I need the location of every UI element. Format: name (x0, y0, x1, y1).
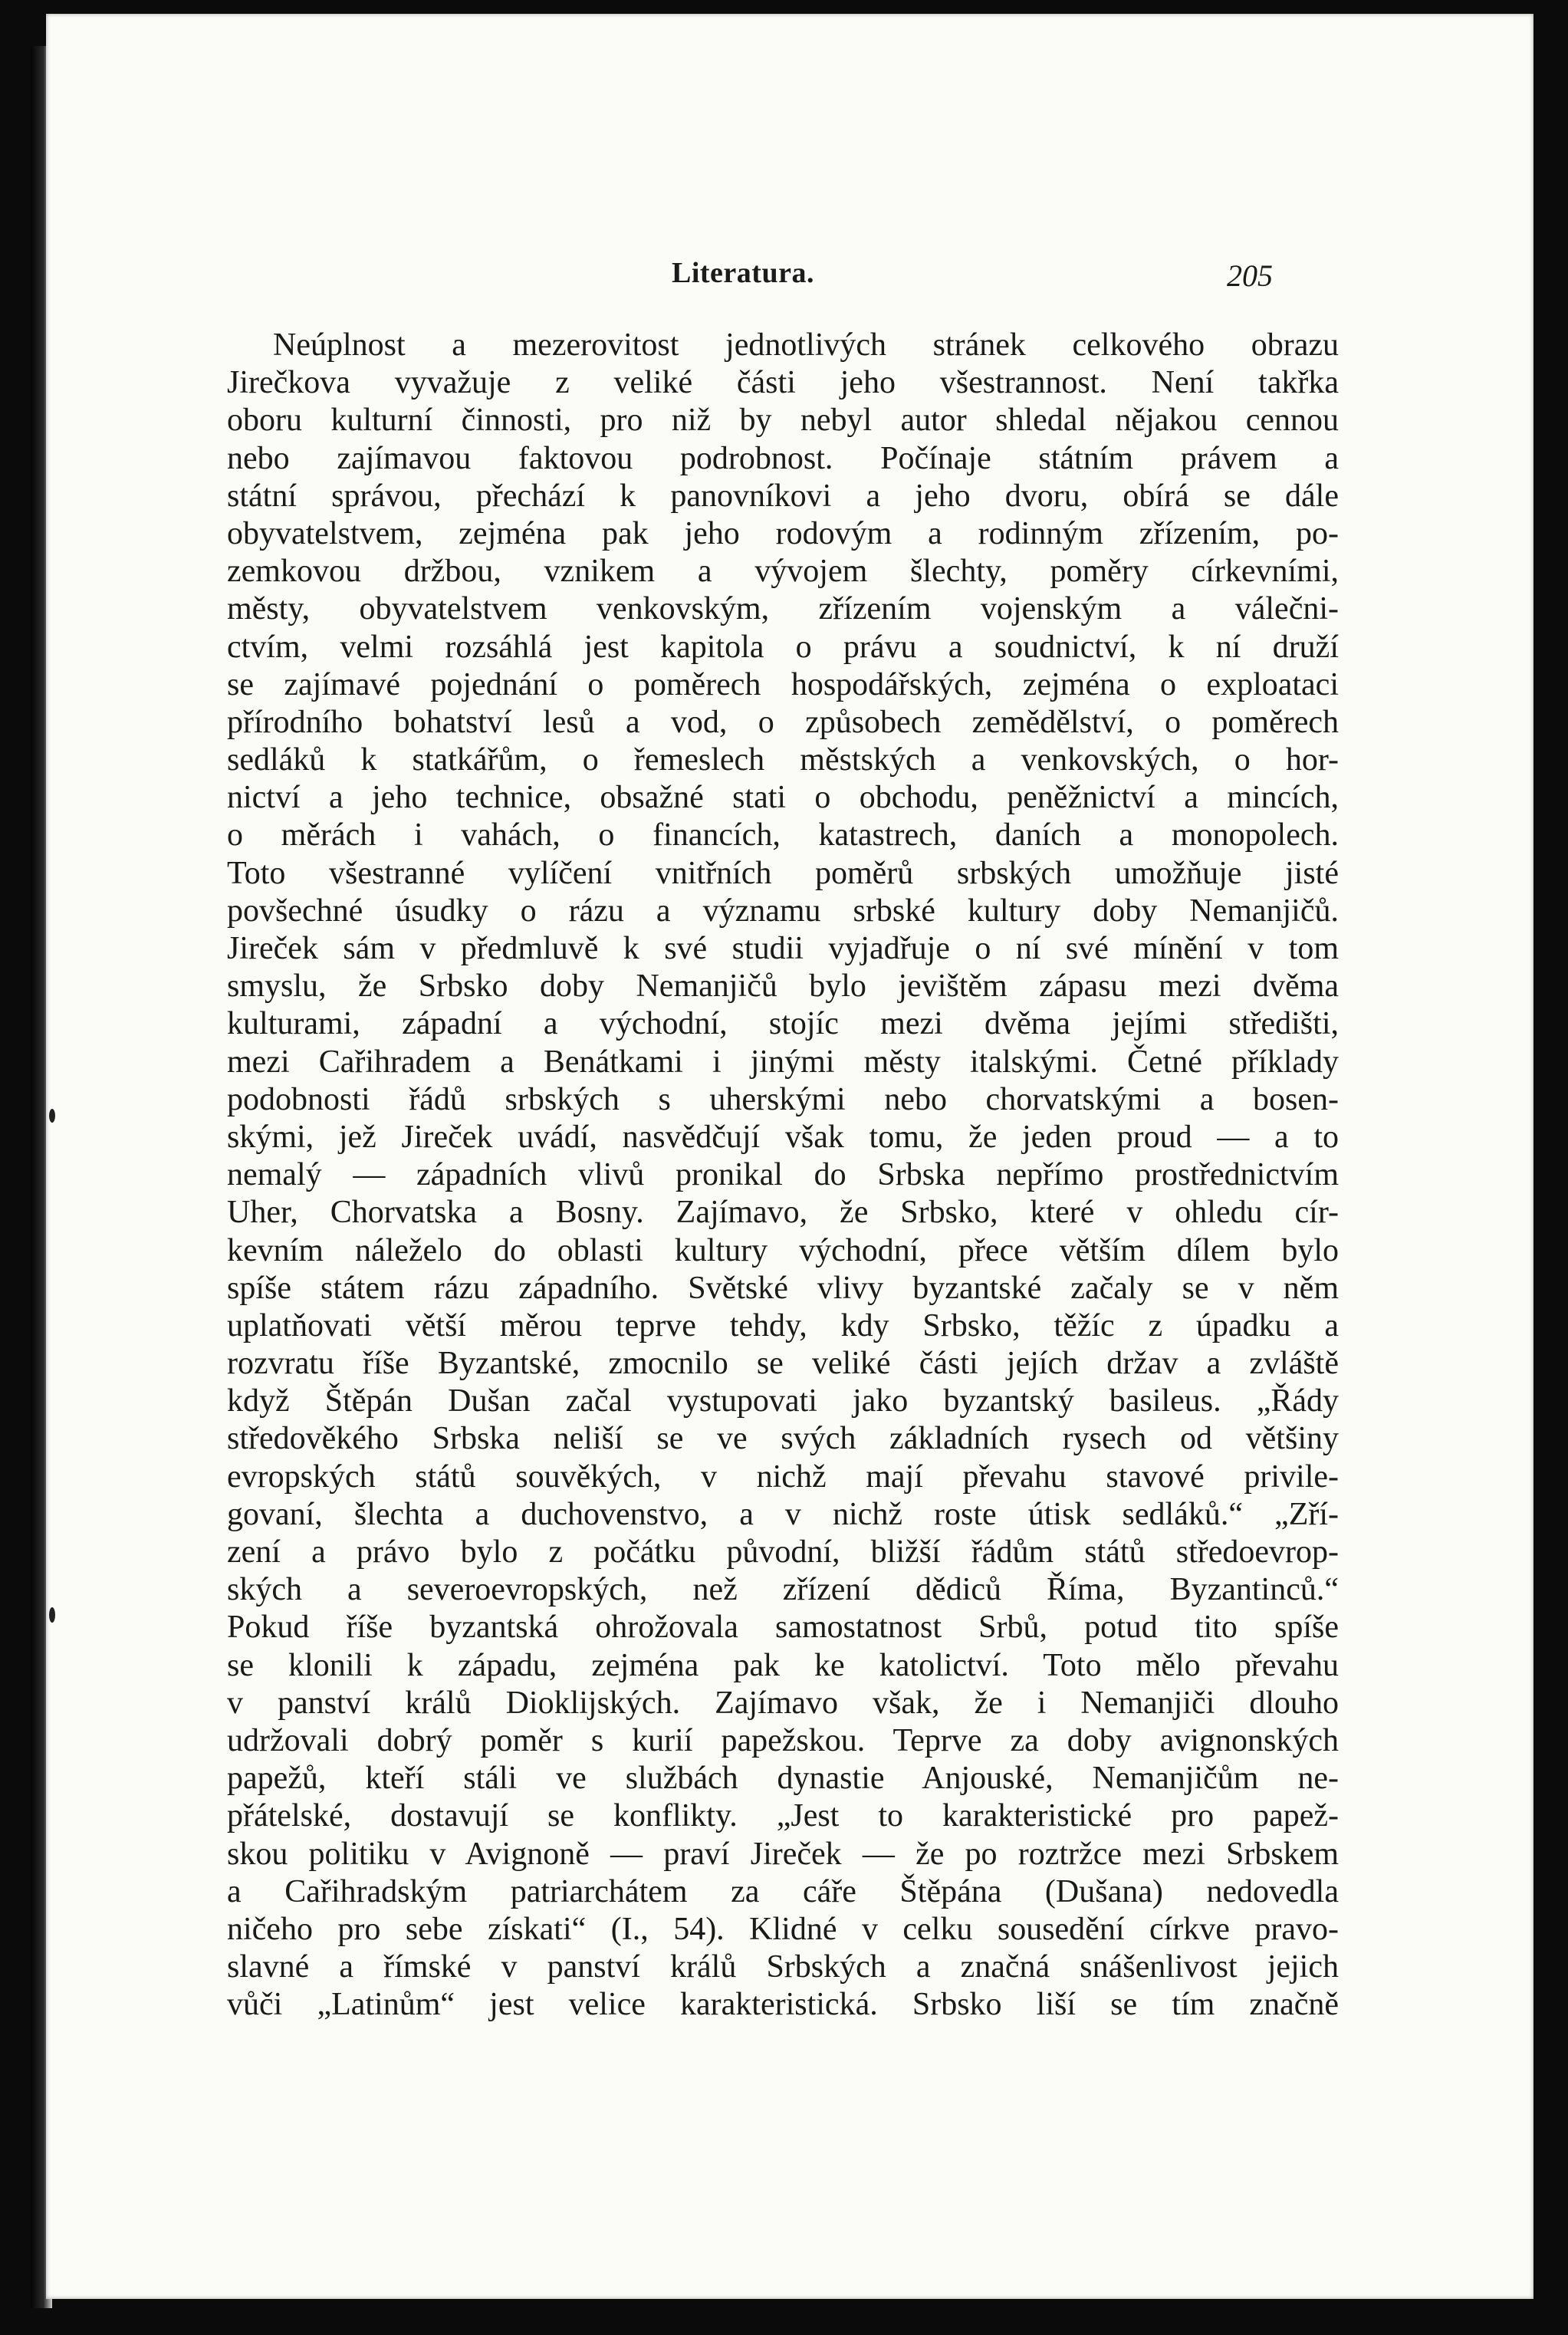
text-line: Jireček sám v předmluvě k své studii vyjadřuje o ní své mínění v tom (227, 931, 1339, 966)
text-line: Pokud říše byzantská ohrožovala samostatnost Srbů, potud tito spíše (227, 1610, 1339, 1646)
text-line: kulturami, západní a východní, stojíc mezi dvěma jejími středišti, (227, 1006, 1339, 1042)
text-line: přátelské, dostavují se konflikty. „Jest to karakteristické pro papež- (227, 1798, 1339, 1834)
text-line: papežů, kteří stáli ve službách dynastie Anjouské, Nemanjičům ne- (227, 1761, 1339, 1797)
text-line: udržovali dobrý poměr s kurií papežskou. Teprve za doby avignonských (227, 1722, 1339, 1758)
text-line: slavné a římské v panství králů Srbských a značná snášenlivost jejich (227, 1949, 1339, 1985)
text-line: a Cařihradským patriarchátem za cáře Štěpána (Dušana) nedovedla (227, 1873, 1339, 1909)
text-line: uplatňovati větší měrou teprve tehdy, kdy Srbsko, těžíc z úpadku a (227, 1307, 1339, 1343)
text-line: v panství králů Dioklijských. Zajímavo však, že i Nemanjiči dlouho (227, 1685, 1339, 1721)
text-line: zení a právo bylo z počátku původní, bližší řádům států středoevrop- (227, 1534, 1339, 1570)
text-line: městy, obyvatelstvem venkovským, zřízením vojenským a válečni- (227, 591, 1339, 627)
text-line: ských a severoevropských, než zřízení dědiců Říma, Byzantinců.“ (227, 1572, 1339, 1608)
text-line: Jirečkova vyvažuje z veliké části jeho všestrannost. Není takřka (227, 365, 1339, 401)
text-line: Uher, Chorvatska a Bosny. Zajímavo, že Srbsko, které v ohledu cír- (227, 1195, 1339, 1231)
text-line: oboru kulturní činnosti, pro niž by nebyl autor shledal nějakou cennou (227, 403, 1339, 439)
text-line: nemalý — západních vlivů pronikal do Srbska nepřímo prostřednictvím (227, 1157, 1339, 1193)
scan-speck (49, 1607, 55, 1623)
text-line: govaní, šlechta a duchovenstvo, a v nichž roste útisk sedláků.“ „Zří- (227, 1496, 1339, 1532)
text-line: rozvratu říše Byzantské, zmocnilo se veliké části jejích držav a zvláště (227, 1346, 1339, 1382)
text-line: přírodního bohatství lesů a vod, o způsobech zemědělství, o poměrech (227, 704, 1339, 740)
text-line: kevním náleželo do oblasti kultury východní, přece větším dílem bylo (227, 1232, 1339, 1268)
text-line: vůči „Latinům“ jest velice karakteristická. Srbsko liší se tím značně (227, 1987, 1339, 2023)
text-line: evropských států souvěkých, v nichž mají převahu stavové privile- (227, 1459, 1339, 1495)
text-line: se zajímavé pojednání o poměrech hospodářských, zejména o exploataci (227, 666, 1339, 702)
page-number: 205 (1227, 258, 1273, 293)
text-line: Neúplnost a mezerovitost jednotlivých stránek celkového obrazu (273, 327, 1339, 363)
text-line: obyvatelstvem, zejména pak jeho rodovým a rodinným zřízením, po- (227, 515, 1339, 551)
text-line: sedláků k statkářům, o řemeslech městských a venkovských, o hor- (227, 742, 1339, 778)
running-head (46, 256, 1533, 302)
text-line: Toto všestranné vylíčení vnitřních poměrů srbských umožňuje jisté (227, 855, 1339, 891)
text-line: se klonili k západu, zejména pak ke katolictví. Toto mělo převahu (227, 1647, 1339, 1683)
text-line: ničeho pro sebe získati“ (I., 54). Klidné v celku sousedění církve pravo- (227, 1911, 1339, 1947)
text-line: smyslu, že Srbsko doby Nemanjičů bylo jevištěm zápasu mezi dvěma (227, 969, 1339, 1005)
running-title: Literatura. (672, 257, 814, 289)
text-line: podobnosti řádů srbských s uherskými nebo chorvatskými a bosen- (227, 1081, 1339, 1117)
text-line: nictví a jeho technice, obsažné stati o obchodu, peněžnictví a mincích, (227, 780, 1339, 816)
text-line: o měrách i vahách, o financích, katastrech, daních a monopolech. (227, 817, 1339, 853)
text-line: povšechné úsudky o rázu a významu srbské kultury doby Nemanjičů. (227, 893, 1339, 929)
text-line: nebo zajímavou faktovou podrobnost. Počínaje státním právem a (227, 440, 1339, 476)
body-paragraph (227, 327, 1339, 2024)
text-line: skými, jež Jireček uvádí, nasvědčují však tomu, že jeden proud — a to (227, 1119, 1339, 1155)
text-line: když Štěpán Dušan začal vystupovati jako byzantský basileus. „Řády (227, 1383, 1339, 1419)
text-line: mezi Cařihradem a Benátkami i jinými městy italskými. Četné příklady (227, 1044, 1339, 1080)
text-line: ctvím, velmi rozsáhlá jest kapitola o právu a soudnictví, k ní druží (227, 629, 1339, 665)
text-line: zemkovou držbou, vznikem a vývojem šlechty, poměry církevními, (227, 554, 1339, 590)
text-line: středověkého Srbska neliší se ve svých základních rysech od většiny (227, 1421, 1339, 1457)
text-line: státní správou, přechází k panovníkovi a jeho dvoru, obírá se dále (227, 478, 1339, 514)
book-page (46, 14, 1533, 2299)
scan-speck (49, 1109, 55, 1123)
text-line: spíše státem rázu západního. Světské vlivy byzantské začaly se v něm (227, 1270, 1339, 1306)
text-line: skou politiku v Avignoně — praví Jireček — že po roztržce mezi Srbskem (227, 1836, 1339, 1872)
